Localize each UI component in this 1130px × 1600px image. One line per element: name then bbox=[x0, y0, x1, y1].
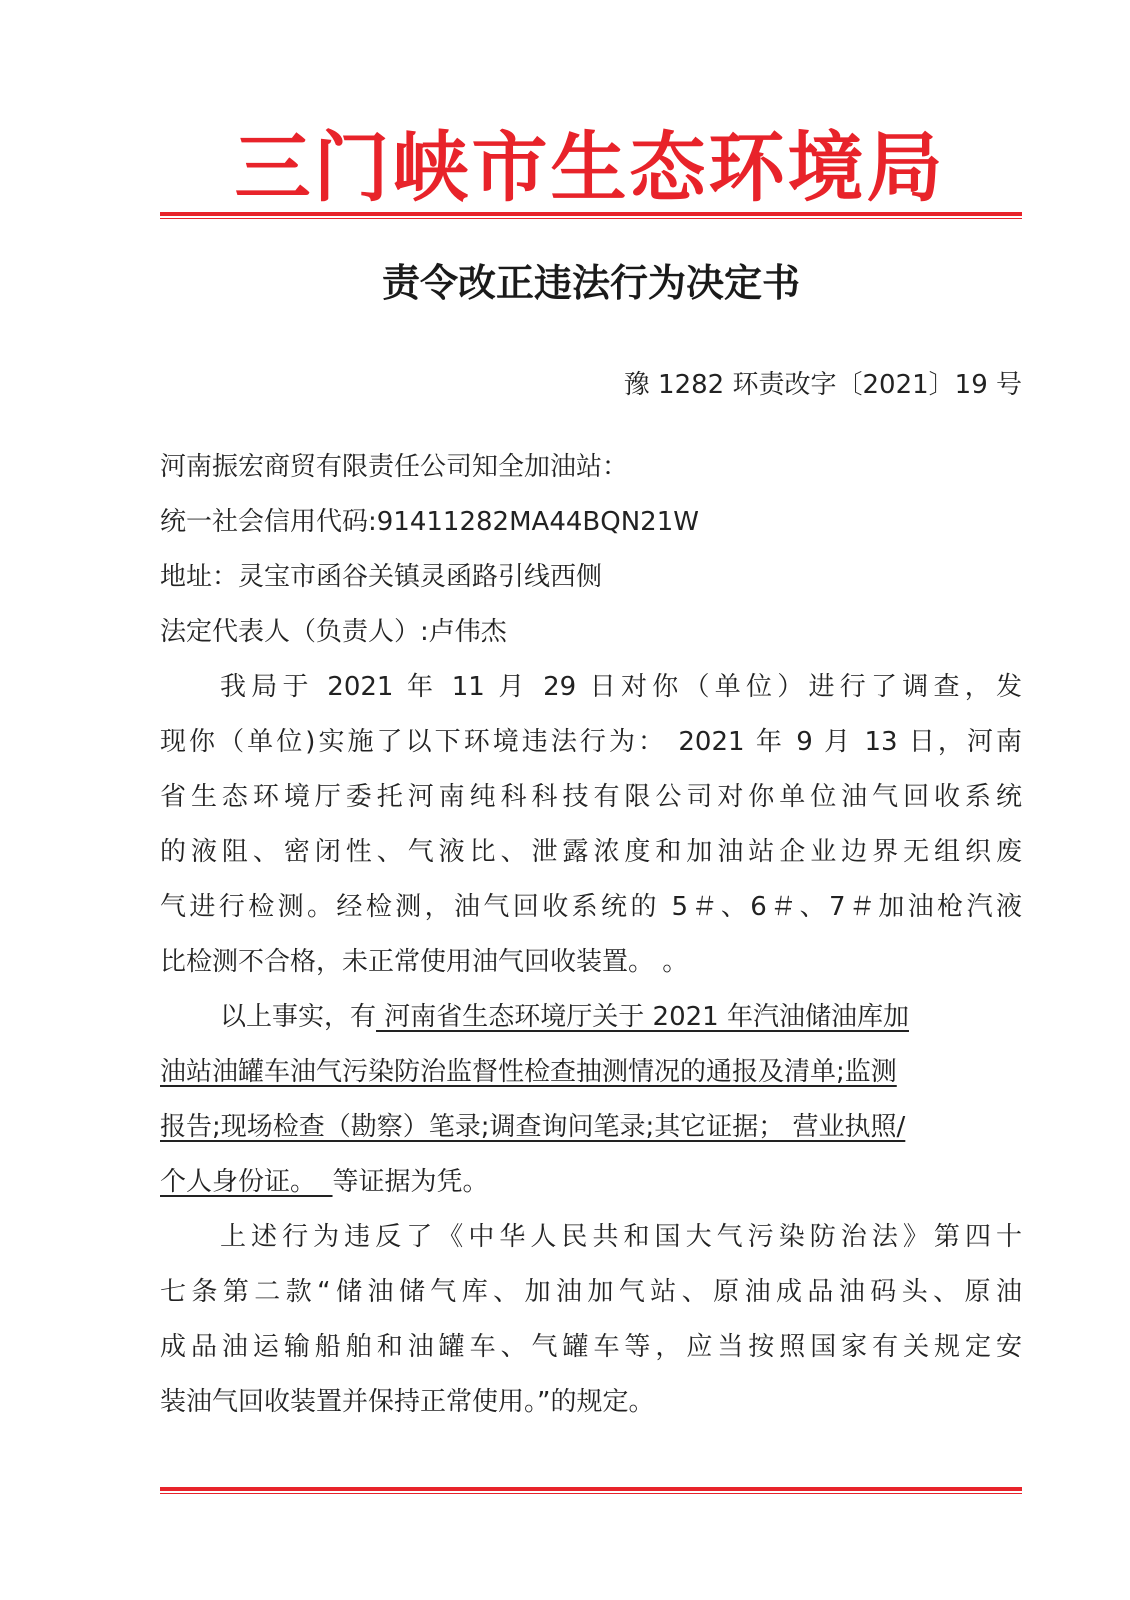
evidence-line bbox=[160, 1155, 1022, 1210]
footer-red-rule-thin bbox=[160, 1493, 1022, 1494]
evidence-line bbox=[160, 1100, 1022, 1155]
party-address: 地址：灵宝市函谷关镇灵函路引线西侧 bbox=[160, 562, 603, 592]
paragraph-line: 气进行检测。经检测，油气回收系统的 5＃、6＃、7＃加油枪汽液 bbox=[160, 892, 1022, 922]
paragraph-line: 省生态环境厅委托河南纯科科技有限公司对你单位油气回收系统 bbox=[160, 782, 1022, 812]
party-name: 河南振宏商贸有限责任公司知全加油站： bbox=[160, 452, 629, 482]
violation-paragraph bbox=[160, 1210, 1022, 1430]
legal-representative: 法定代表人（负责人）:卢伟杰 bbox=[160, 617, 507, 647]
document-body bbox=[160, 440, 1022, 1430]
paragraph-line: 现你（单位)实施了以下环境违法行为： 2021 年 9 月 13 日，河南 bbox=[160, 727, 1022, 757]
paragraph-line: 七条第二款“储油储气库、加油加气站、原油成品油码头、原油 bbox=[160, 1277, 1022, 1307]
paragraph-line: 成品油运输船舶和油罐车、气罐车等，应当按照国家有关规定安 bbox=[160, 1332, 1022, 1362]
agency-header: 三门峡市生态环境局 bbox=[234, 123, 946, 212]
evidence-line bbox=[160, 1045, 1022, 1100]
paragraph-line: 比检测不合格，未正常使用油气回收装置。 。 bbox=[160, 947, 689, 977]
evidence-list: 个人身份证。 bbox=[160, 1167, 333, 1197]
credit-code: 统一社会信用代码:91411282MA44BQN21W bbox=[160, 507, 699, 537]
paragraph-line: 装油气回收装置并保持正常使用。”的规定。 bbox=[160, 1387, 655, 1417]
evidence-paragraph bbox=[160, 990, 1022, 1210]
document-title: 责令改正违法行为决定书 bbox=[381, 260, 800, 305]
evidence-prefix: 以上事实，有 bbox=[220, 1002, 377, 1032]
evidence-suffix: 等证据为凭。 bbox=[332, 1167, 489, 1197]
header-red-rule-thin bbox=[160, 218, 1022, 219]
paragraph-line: 的液阻、密闭性、气液比、泄露浓度和加油站企业边界无组织废 bbox=[160, 837, 1022, 867]
evidence-list: 河南省生态环境厅关于 2021 年汽油储油库加 bbox=[376, 1002, 909, 1032]
paragraph-line: 上述行为违反了《中华人民共和国大气污染防治法》第四十 bbox=[220, 1222, 1022, 1252]
evidence-list: 油站油罐车油气污染防治监督性检查抽测情况的通报及清单;监测 bbox=[160, 1057, 897, 1087]
evidence-line bbox=[160, 990, 1022, 1045]
document-number: 豫 1282 环责改字〔2021〕19 号 bbox=[623, 370, 1022, 400]
investigation-paragraph bbox=[160, 660, 1022, 990]
header-red-rule bbox=[160, 212, 1022, 216]
paragraph-line: 我局于 2021 年 11 月 29 日对你（单位）进行了调查，发 bbox=[220, 672, 1022, 702]
footer-red-rule bbox=[160, 1487, 1022, 1491]
evidence-list: 报告;现场检查（勘察）笔录;调查询问笔录;其它证据； 营业执照/ bbox=[160, 1112, 906, 1142]
